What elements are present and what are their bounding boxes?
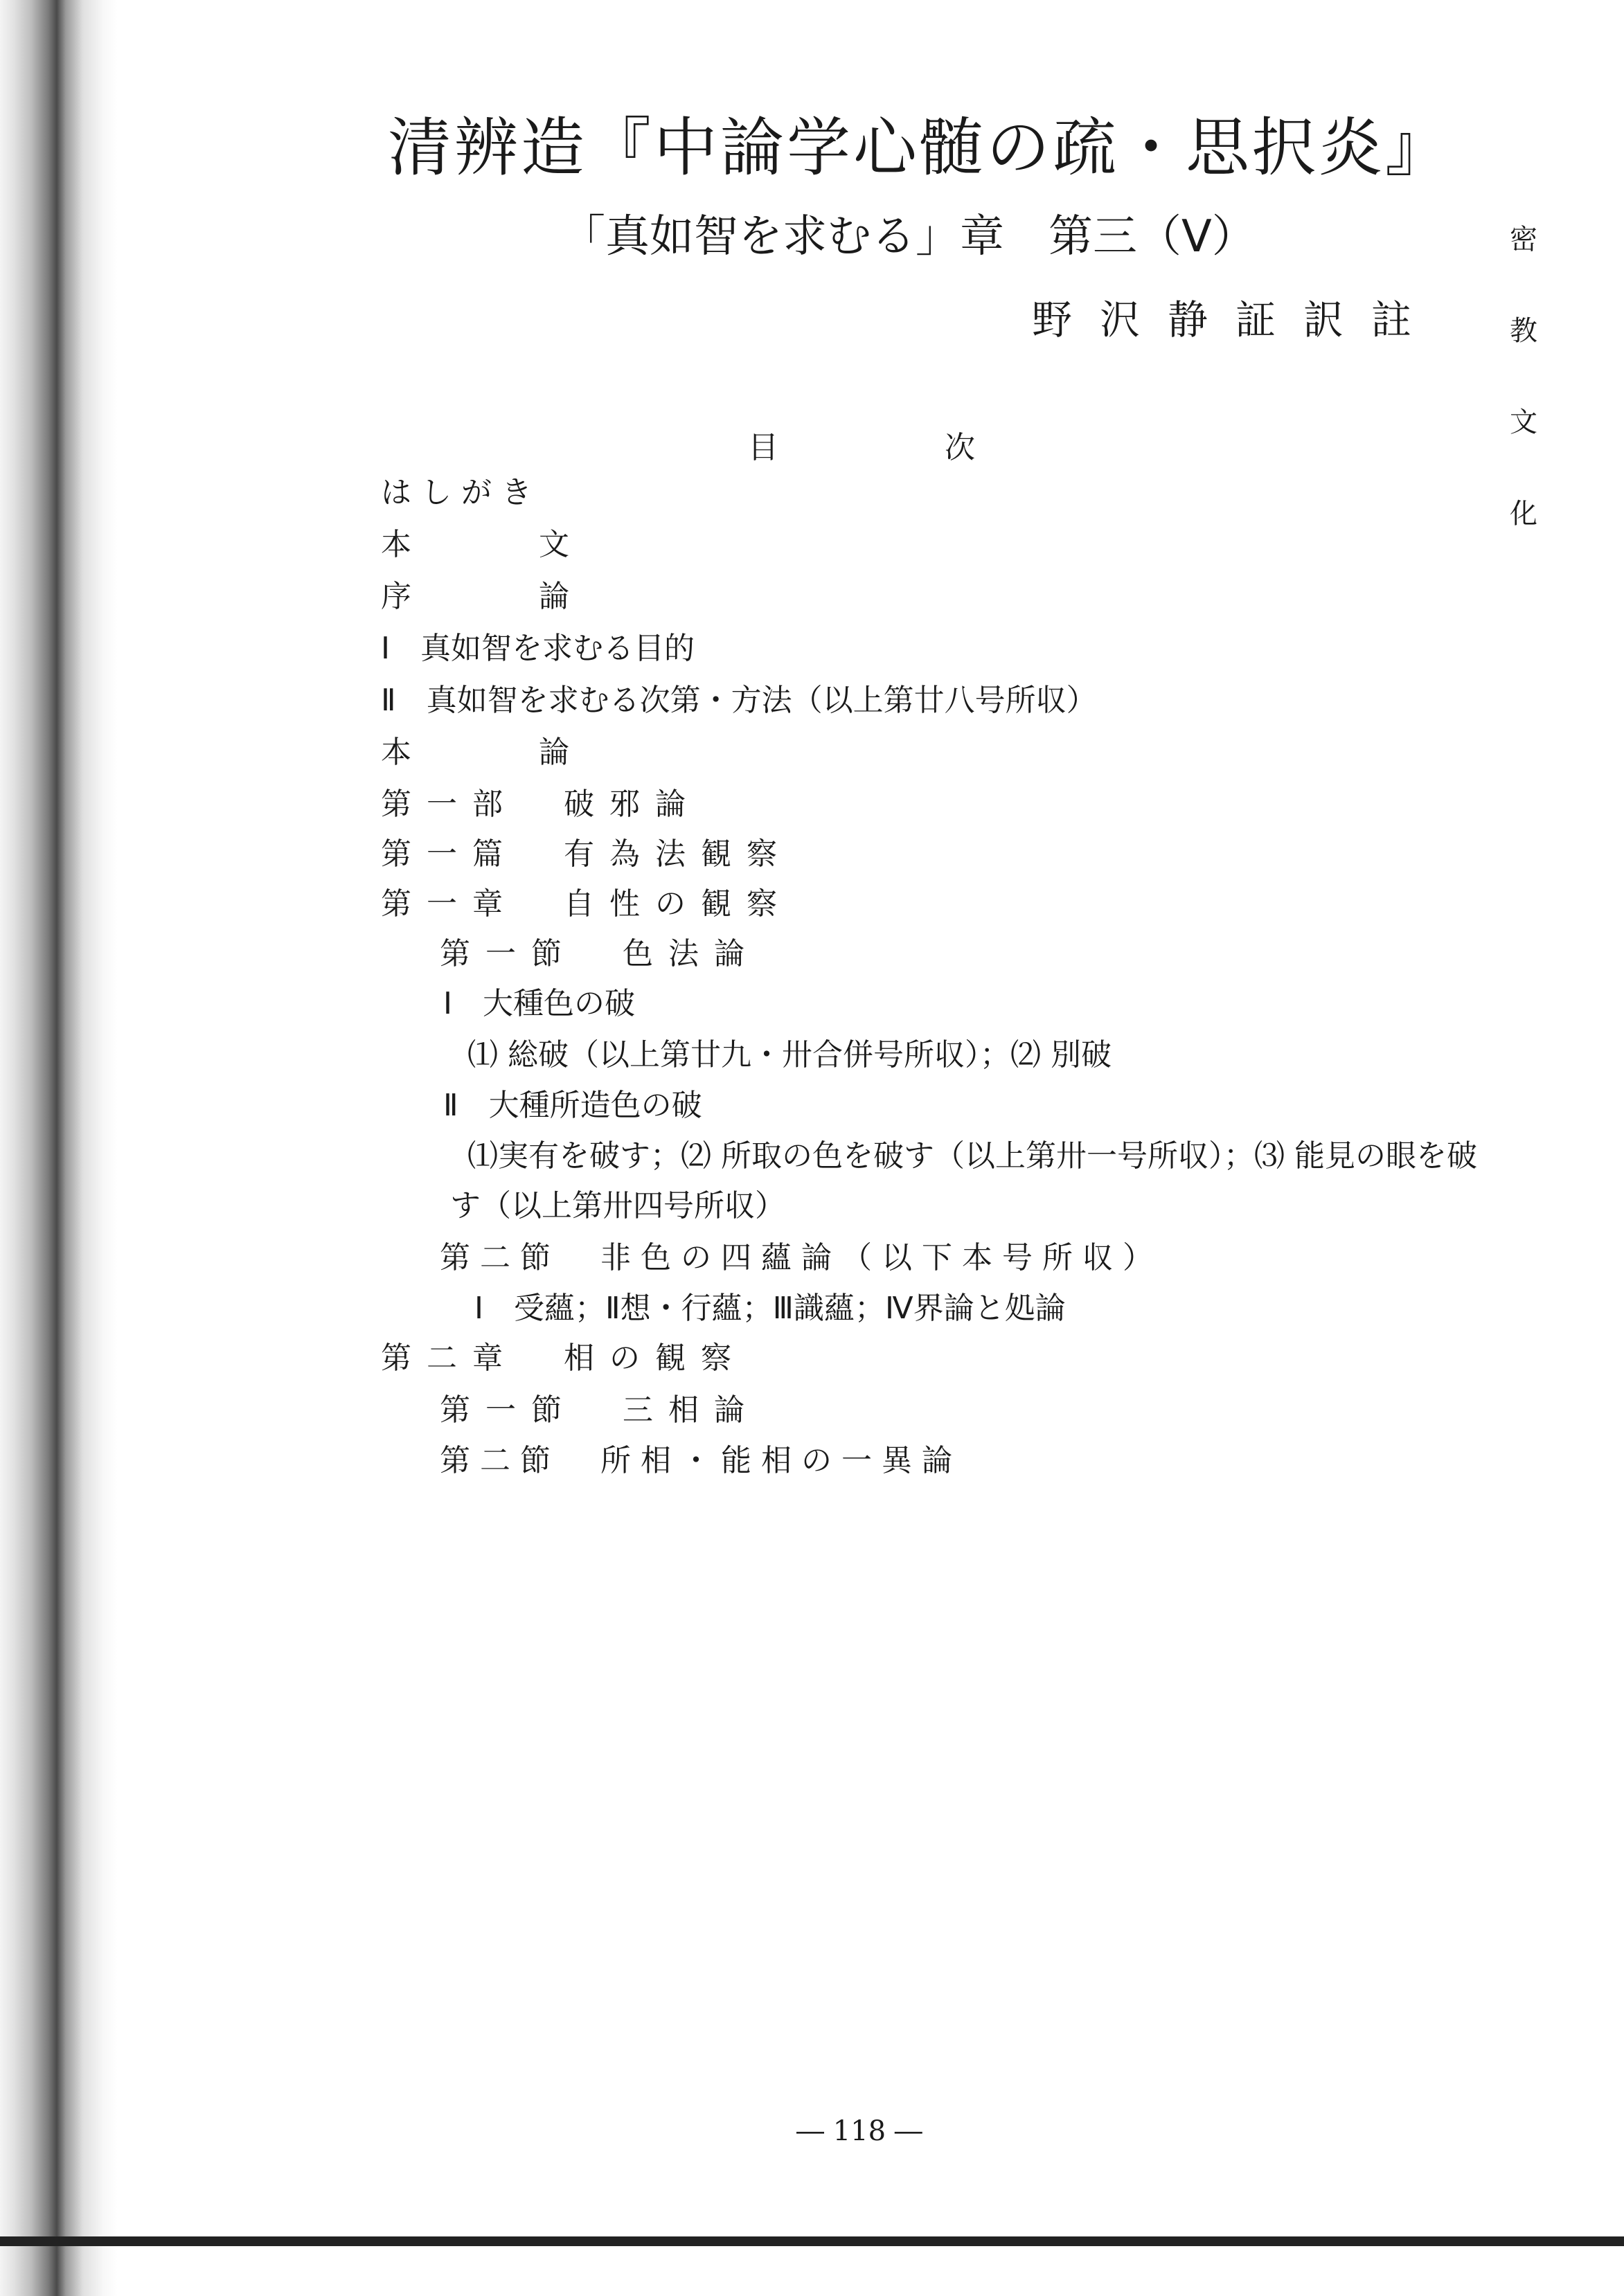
toc-entry: 第一章 自性の観察 — [381, 886, 792, 922]
toc-entry: 第一篇 有為法観察 — [381, 836, 792, 872]
toc-entry: 第一節 色法論 — [440, 936, 760, 971]
toc-entry: す（以上第卅四号所収） — [450, 1188, 785, 1223]
toc-entry: Ⅰ 真如智を求むる目的 — [381, 631, 695, 666]
toc-entry: Ⅰ 大種色の破 — [443, 986, 635, 1021]
toc-heading: 目次 — [748, 430, 1141, 465]
toc-entry: Ⅰ 受蘊；Ⅱ想・行蘊；Ⅲ識蘊；Ⅳ界論と処論 — [474, 1291, 1066, 1326]
journal-char: 教 — [1510, 315, 1537, 347]
toc-entry: Ⅱ 真如智を求むる次第・方法（以上第廿八号所収） — [381, 683, 1097, 718]
binding-shadow — [0, 0, 118, 2296]
toc-entry: 第一節 三相論 — [440, 1392, 760, 1428]
toc-entry: はしがき — [381, 475, 542, 510]
toc-entry: 本 文 — [381, 527, 618, 562]
journal-char: 密 — [1510, 224, 1537, 255]
subtitle: 「真如智を求むる」章 第三（V） — [561, 211, 1256, 262]
toc-entry: Ⅱ 大種所造色の破 — [443, 1088, 702, 1123]
toc-entry: 第二章 相の観察 — [381, 1340, 747, 1376]
toc-entry: 第一部 破邪論 — [381, 787, 701, 822]
toc-entry: 序 論 — [381, 579, 618, 614]
toc-entry: 本 論 — [381, 735, 618, 770]
main-title: 清辨造『中論学心髄の疏・思択炎』 — [388, 111, 1452, 185]
toc-entry: ⑴実有を破す；⑵ 所取の色を破す（以上第卅一号所収）；⑶ 能見の眼を破 — [467, 1138, 1477, 1174]
page-number: ― 118 ― — [796, 2115, 922, 2147]
journal-char: 化 — [1510, 498, 1537, 530]
journal-name-vertical — [1503, 194, 1544, 559]
toc-entry: ⑴ 総破（以上第廿九・卅合併号所収）；⑵ 別破 — [467, 1037, 1112, 1073]
scan-edge-bar — [0, 2236, 1624, 2246]
toc-entry: 第二節 所相・能相の一異論 — [440, 1443, 962, 1478]
author: 野沢静証訳註 — [1032, 296, 1440, 343]
toc-entry: 第二節 非色の四蘊論（以下本号所収） — [440, 1240, 1163, 1275]
journal-char: 文 — [1510, 406, 1537, 438]
